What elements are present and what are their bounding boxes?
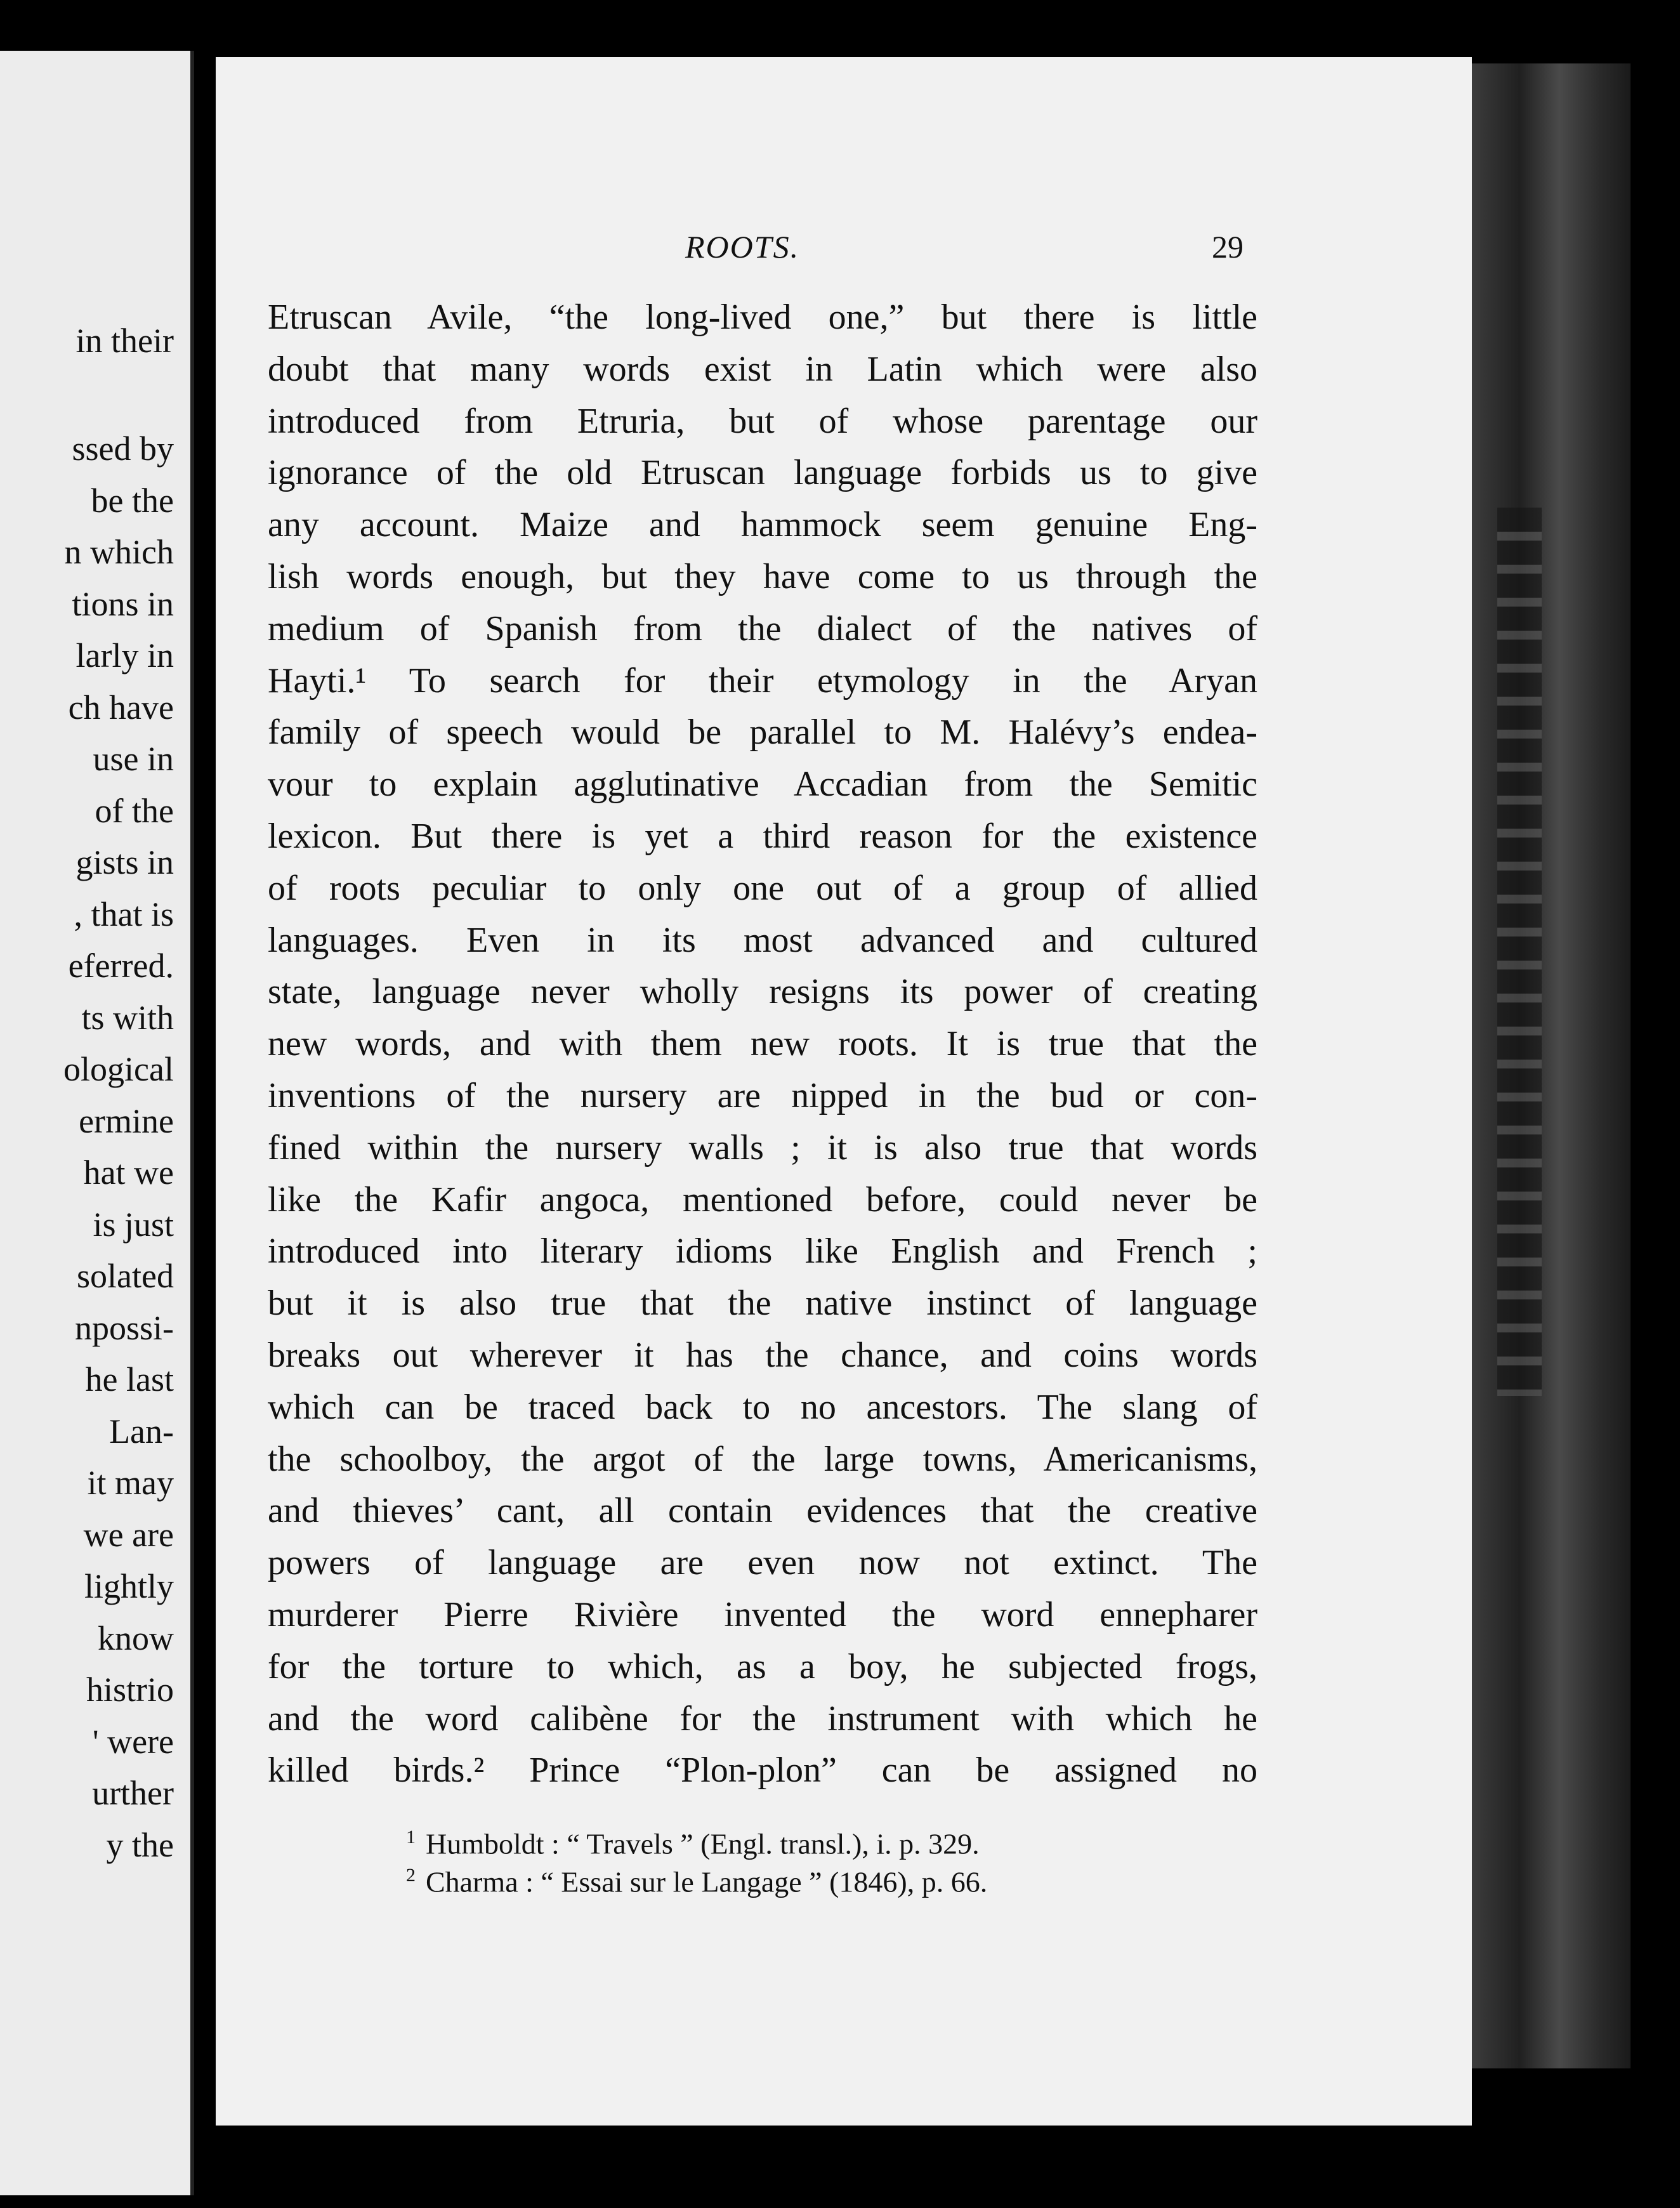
left-page-line: eferred.: [68, 947, 174, 985]
book-edge: [1472, 63, 1631, 2068]
body-line: for the torture to which, as a boy, he subjected frogs,: [268, 1647, 1257, 1686]
body-line: medium of Spanish from the dialect of the natives of: [268, 609, 1257, 648]
body-line: Hayti.¹ To search for their etymology in the Aryan: [268, 661, 1257, 700]
left-page-line: n which: [64, 533, 174, 571]
body-line: vour to explain agglutinative Accadian from the Semitic: [268, 765, 1257, 804]
body-line: state, language never wholly resigns its power of creating: [268, 973, 1257, 1011]
left-page-line: ' were: [92, 1722, 174, 1761]
left-page-line: ts with: [81, 998, 174, 1037]
footnote: [406, 1821, 980, 1860]
left-page-line: histrio: [86, 1671, 174, 1709]
left-page-line: he last: [85, 1360, 174, 1398]
left-page-line: y the: [106, 1825, 174, 1864]
body-line: killed birds.² Prince “Plon-plon” can be assigned no: [268, 1751, 1257, 1790]
footnote-text: Charma : “ Essai sur le Langage ” (1846), p. 66.: [426, 1865, 988, 1898]
left-page-line: know: [98, 1619, 174, 1657]
edge-spine-text: [1497, 508, 1542, 1396]
body-line: murderer Pierre Rivière invented the word ennepharer: [268, 1596, 1257, 1634]
footnote-mark: 2: [406, 1865, 416, 1886]
body-line: fined within the nursery walls ; it is also true that words: [268, 1128, 1257, 1167]
body-line: breaks out wherever it has the chance, and coins words: [268, 1336, 1257, 1374]
left-page-line: lightly: [84, 1567, 174, 1605]
left-page-line: tions in: [72, 584, 174, 623]
left-page-line: ological: [63, 1050, 174, 1088]
left-page-line: is just: [93, 1205, 174, 1244]
body-line: ignorance of the old Etruscan language forbids us to give: [268, 454, 1257, 492]
left-page-line: we are: [83, 1515, 174, 1554]
body-line: the schoolboy, the argot of the large towns, Americanisms,: [268, 1440, 1257, 1478]
body-line: lexicon. But there is yet a third reason for the existence: [268, 817, 1257, 855]
left-page-line: larly in: [75, 636, 174, 674]
left-page-line: ermine: [79, 1101, 174, 1140]
left-page-line: gists in: [75, 843, 174, 881]
body-line: inventions of the nursery are nipped in the bud or con-: [268, 1077, 1257, 1115]
left-page-line: , that is: [74, 895, 174, 933]
body-line: and thieves’ cant, all contain evidences that the creative: [268, 1492, 1257, 1530]
body-line: of roots peculiar to only one out of a group of allied: [268, 869, 1257, 907]
left-page-line: urther: [92, 1774, 174, 1812]
footnote-mark: 1: [406, 1827, 416, 1848]
body-line: which can be traced back to no ancestors. The slang of: [268, 1388, 1257, 1426]
footnote: [406, 1859, 987, 1898]
left-page-line: it may: [87, 1464, 174, 1502]
left-page-line: in their: [75, 322, 174, 360]
body-line: doubt that many words exist in Latin which were also: [268, 350, 1257, 388]
body-line: new words, and with them new roots. It is true that the: [268, 1025, 1257, 1063]
body-line: languages. Even in its most advanced and cultured: [268, 921, 1257, 959]
left-page-line: use in: [93, 740, 174, 778]
body-line: but it is also true that the native instinct of language: [268, 1284, 1257, 1323]
body-line: powers of language are even now not extinct. The: [268, 1544, 1257, 1582]
left-page-line: Lan-: [109, 1412, 174, 1450]
body-line: introduced into literary idioms like English and French ;: [268, 1232, 1257, 1271]
body-line: and the word calibène for the instrument with which he: [268, 1699, 1257, 1738]
left-page-line: ssed by: [72, 430, 174, 468]
left-page: [0, 51, 194, 2195]
left-page-line: of the: [95, 791, 174, 830]
body-line: lish words enough, but they have come to us through the: [268, 558, 1257, 596]
body-line: family of speech would be parallel to M. Halévy’s endea-: [268, 713, 1257, 752]
page-number: 29: [1212, 229, 1244, 265]
body-line: any account. Maize and hammock seem genuine Eng-: [268, 506, 1257, 544]
left-page-line: ch have: [68, 688, 174, 726]
body-line: Etruscan Avile, “the long-lived one,” but there is little: [268, 298, 1257, 336]
body-line: introduced from Etruria, but of whose parentage our: [268, 402, 1257, 440]
left-page-line: solated: [77, 1257, 174, 1295]
left-page-line: be the: [91, 481, 174, 520]
body-line: like the Kafir angoca, mentioned before, could never be: [268, 1180, 1257, 1219]
left-page-line: hat we: [83, 1153, 174, 1192]
running-head: ROOTS.: [685, 229, 800, 265]
left-page-line: npossi-: [74, 1308, 174, 1347]
footnote-text: Humboldt : “ Travels ” (Engl. transl.), i. p. 329.: [426, 1827, 980, 1860]
